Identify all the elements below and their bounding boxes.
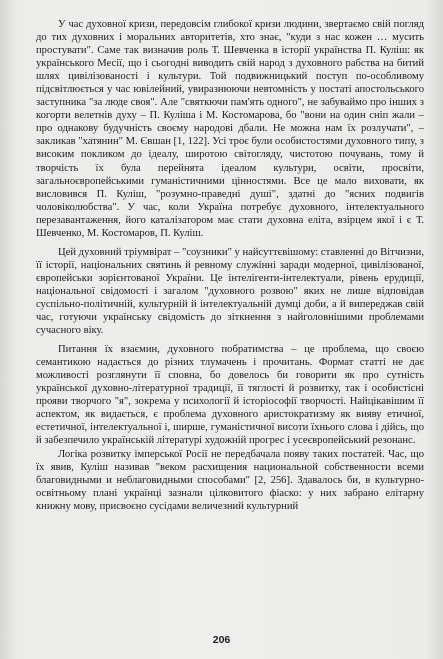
paragraph-3: Питання їх взаємин, духовного побратимства – це проблема, що своєю семантикою надається до різних тлумачень і прочитань. Формат статті не дає можливості розглянути її сповна, бо довелось би говорити як про сутність української духовно-літературної традиції, її тяглості й розвитку, так і особистісні прояви творчого "я", зокрема у психології й історіософії творчості. Найцікавішим її аспектом, як видається, є проблема духовного аристократизму як вияву етичної, естетичної, інтелектуальної і, ширше, гуманістичної висоти їхнього слова і дійсь, що й забезпечило українській літературі художній прогрес і усеєвропейський резонанс. [36, 344, 424, 447]
paragraph-1: У час духовної кризи, передовсім глибокої кризи людини, звертаємо свій погляд до тих духовних і моральних авторитетів, хто знає, "куди з нас кожен … мусить простувати". Саме так визначив роль Т. Шевченка в історії українства П. Куліш: як українського Месії, що і сьогодні виводить свій народ з духовного рабства на битий шлях цивілізованості і культури. Той подвижницький поступ по-особливому підсвітлюється у час ювілейний, увиразнюючи невтомність у постаті апостольського заступника "за люде своя". Але "святкючи пам'ять одного", не забуваймо про інших з когорти велетнів духу – П. Куліша і М. Костомарова, бо "вони на один сніп жали – про однакову будучність своєму народові дбали. Не можна нам їх розлучати", – закликав "хатянин" М. Євшан [1, 122]. Усі троє були особистостями духовного типу, з високим покликом до ідеалу, широтою світогляду, чистотою почувань, тому й творчість їх була перейнята ідеалом культури, освіти, просвіти, загальноєвропейськими гуманістичними цінностями. Все це мало виховати, як висловився П. Куліш, "розумно-праведні душі", здатні до "ясних подвигів чоловіколюбства". У час, коли Україна потребує духовного, інтелектуального перезавантаження, його каталізатором має стати духовна еліта, взірцем якої і є Т. Шевченко, М. Костомаров, П. Куліш. [36, 19, 424, 239]
paragraph-2: Цей духовний тріумвірат – "соузники" у найсуттєвішому: ставленні до Вітчизни, її історії, національних святинь й ревному служінні заради модерної, цивілізованої, європейськи зорієнтованої України. Це інтелігенти-інтелектуали, рівень ерудиції, національної свідомості і загалом "духовного розвою" яких не лише відповідав суспільно-політичній, культурній й інтелектуальній думці доби, а й випереджав свій час, готуючи українську свідомість до зіткнення з найголовнішими проблемами сучасного віку. [36, 246, 424, 337]
paragraph-4: Логіка розвитку імперської Росії не передбачала появу таких постатей. Час, що їх явив, Куліш називав "веком расхищения национальной собственности всеми благовидными и неблаговидными способами" [2, 256]. Здавалось би, в культурно-освітньому плані українці зазнали цілковитого фіаско: у них забрано елітарну книжну мову, присвоєно сусідами величезний культурний [36, 448, 424, 512]
page-number: 206 [212, 634, 231, 646]
page-body [36, 18, 424, 513]
